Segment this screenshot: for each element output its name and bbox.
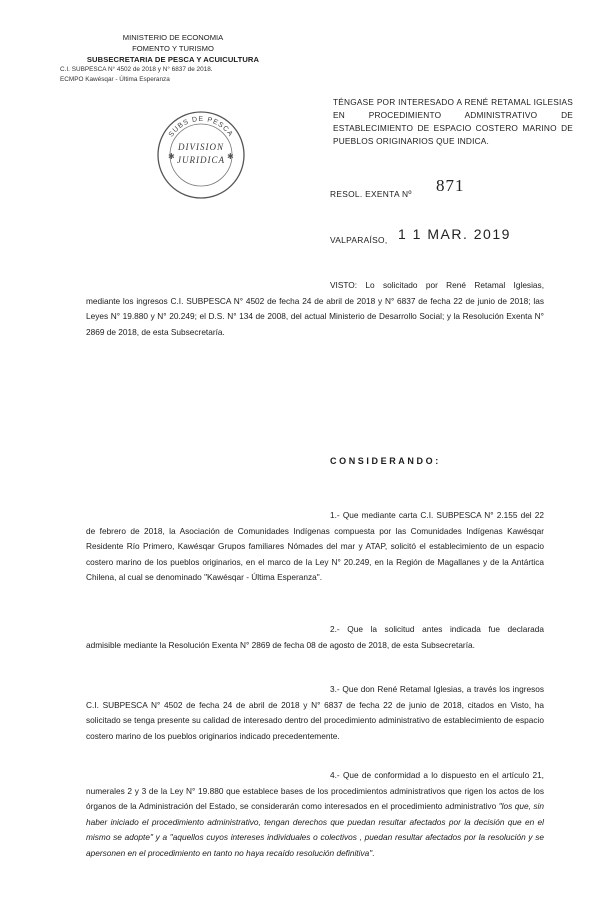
considerando-paragraph-3	[86, 682, 544, 744]
paragraph-number: 1.-	[330, 510, 340, 520]
paragraph-number: 4.-	[330, 770, 340, 780]
paragraph-number: 2.-	[330, 624, 340, 634]
resolution-label: RESOL. EXENTA Nº	[330, 189, 412, 199]
considerando-paragraph-2	[86, 622, 544, 653]
paragraph-text: Que de conformidad a lo dispuesto en el artículo 21, numerales 2 y 3 de la Ley N° 19.880 que establece bases de los procedimientos administrativos que rigen los actos de los órganos de la Administración del Estado, se considerarán como interesados en el procedimiento administrativo	[86, 770, 544, 812]
visto-label: VISTO:	[330, 280, 358, 290]
resolution-date-stamp: 1 1 MAR. 2019	[398, 226, 511, 242]
paragraph-text: Que mediante carta C.I. SUBPESCA N° 2.155 del 22 de febrero de 2018, la Asociación de Comunidades Indígenas compuesta por las Comunidades Indígenas Kawésqar Residente Río Primero, Kawésqar Grupos familiares Nómades del mar y ATAP, solicitó el establecimiento de un espacio costero marino de los pueblos originarios, en el marco de la Ley N° 20.249, en la Región de Magallanes y de la Antártica Chilena, al cual se denominado "Kawésqar - Última Esperanza".	[86, 510, 544, 583]
ministry-name-cont: FOMENTO Y TURISMO	[132, 44, 214, 53]
svg-text:✱: ✱	[227, 152, 234, 161]
ministry-name: MINISTERIO DE ECONOMIA	[122, 33, 224, 42]
stamp-legal-text: JURIDICA	[177, 155, 225, 165]
undersecretariat-name: SUBSECRETARIA DE PESCA Y ACUICULTURA	[86, 55, 260, 64]
stamp-arc-text: SUBS DE PESCA	[167, 115, 235, 139]
paragraph-text: Que don René Retamal Iglesias, a través los ingresos C.I. SUBPESCA N° 4502 de fecha 24 de abril de 2018 y N° 6837 de fecha 22 de junio de 2018, citados en Visto, ha solicitado se tenga presente su calidad de interesado dentro del procedimiento administrativo de establecimiento de espacio costero marino de los pueblos originarios indicado precedentemente.	[86, 684, 544, 741]
paragraph-text: Que la solicitud antes indicada fue declarada admisible mediante la Resolución Exenta N° 2869 de fecha 08 de agosto de 2018, de esta Subsecretaría.	[86, 624, 544, 650]
paragraph-quote: "los que, sin haber iniciado el procedimiento administrativo, tengan derechos que puedan resultar afectados por la decisión que en el mismo se adopte" y a "aquellos cuyos intereses individuales o colectivos , puedan resultar afectados por la resolución y se apersonen en el procedimiento en tanto no haya recaído resolución definitiva"	[86, 801, 545, 858]
ecmpo-line: ECMPO Kawésqar - Última Esperanza	[60, 76, 170, 83]
svg-text:✱: ✱	[168, 152, 175, 161]
resolution-number: 871	[436, 176, 465, 195]
city-label: VALPARAÍSO,	[330, 235, 388, 245]
reference-line: C.I. SUBPESCA N° 4502 de 2018 y N° 6837 de 2018.	[60, 66, 213, 73]
considerando-paragraph-4	[86, 768, 544, 862]
resolution-subject: TÉNGASE POR INTERESADO A RENÉ RETAMAL IGLESIAS EN PROCEDIMIENTO ADMINISTRATIVO DE ESTABLECIMIENTO DE ESPACIO COSTERO MARINO DE PUEBLOS ORIGINARIOS QUE INDICA.	[333, 97, 573, 146]
visto-paragraph	[86, 278, 544, 340]
visto-text: Lo solicitado por René Retamal Iglesias, mediante los ingresos C.I. SUBPESCA N° 4502 de fecha 24 de abril de 2018 y N° 6837 de fecha 22 de junio de 2018; las Leyes N° 19.880 y N° 20.249; el D.S. N° 134 de 2008, del actual Ministerio de Desarrollo Social; y la Resolución Exenta N° 2869 de 2018, de esta Subsecretaría.	[86, 280, 544, 337]
considerando-heading: CONSIDERANDO:	[330, 456, 441, 466]
paragraph-end: .	[372, 847, 375, 858]
stamp-division-text: DIVISION	[178, 142, 224, 152]
considerando-paragraph-1	[86, 508, 544, 586]
legal-division-stamp	[155, 109, 247, 201]
letterhead	[58, 32, 288, 85]
paragraph-number: 3.-	[330, 684, 340, 694]
